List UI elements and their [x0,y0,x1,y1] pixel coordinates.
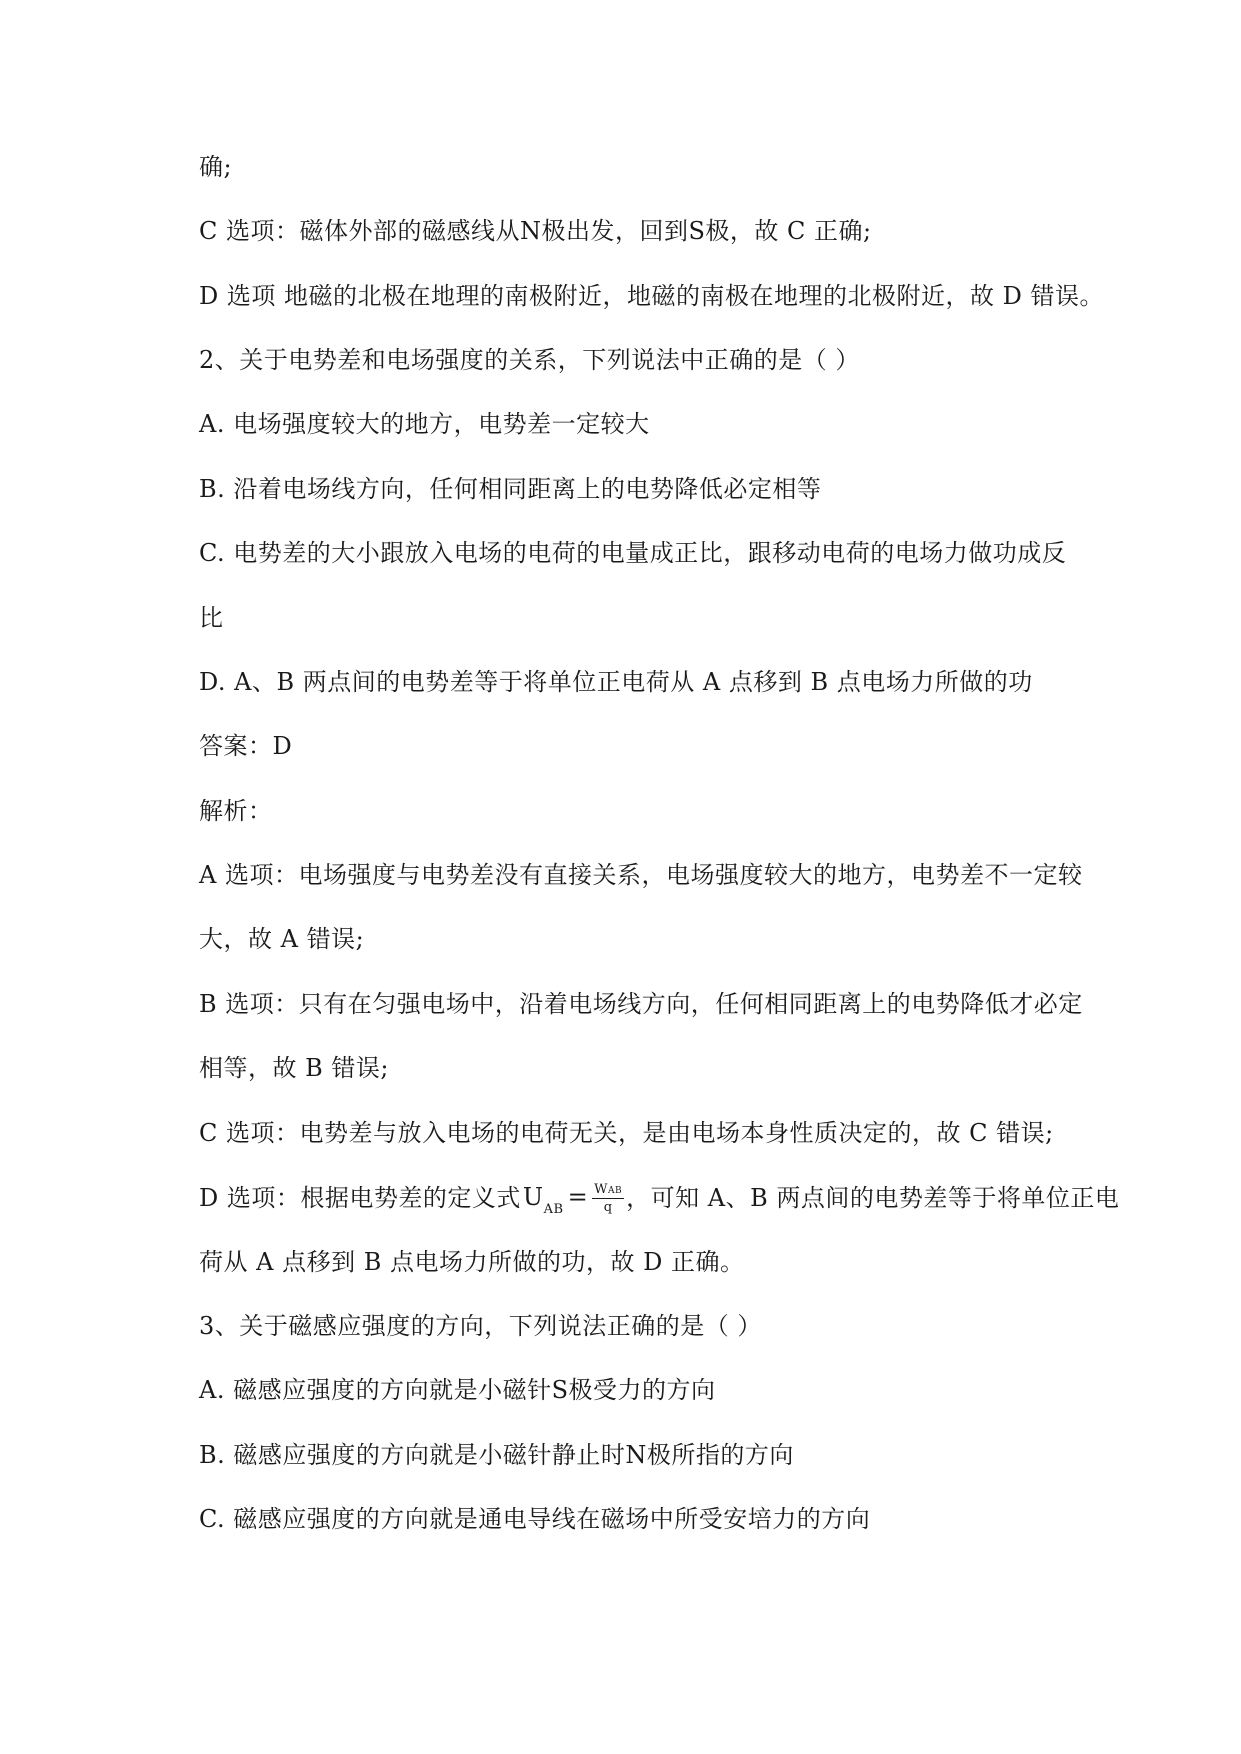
formula-prefix-text: D 选项：根据电势差的定义式 [199,1184,521,1212]
analysis-line: 大，故 A 错误; [199,925,365,953]
formula-equals: = [567,1183,589,1211]
formula-denominator: q [603,1200,613,1215]
question-2-option-c-cont: 比 [199,604,224,632]
formula-numerator [592,1183,624,1199]
formula-u: U [522,1183,544,1211]
formula-w: W [594,1182,609,1197]
formula-suffix-text: ，可知 A、B 两点间的电势差等于将单位正电 [626,1184,1120,1212]
question-3-option-c: C. 磁感应强度的方向就是通电导线在磁场中所受安培力的方向 [199,1505,871,1533]
formula-w-subscript: AB [608,1186,623,1196]
question-3-option-b: B. 磁感应强度的方向就是小磁针静止时N极所指的方向 [199,1441,794,1469]
text-line: 确; [199,153,233,181]
analysis-line: 相等，故 B 错误; [199,1054,389,1082]
question-3-stem: 3、关于磁感应强度的方向，下列说法正确的是（ ） [199,1312,762,1340]
question-2-option-d: D. A、B 两点间的电势差等于将单位正电荷从 A 点移到 B 点电场力所做的功 [199,668,1033,696]
text-line: D 选项 地磁的北极在地理的南极附近，地磁的南极在地理的北极附近，故 D 错误。 [199,282,1104,310]
analysis-line-with-formula [199,1180,1120,1219]
analysis-line: 荷从 A 点移到 B 点电场力所做的功，故 D 正确。 [199,1248,745,1276]
question-2-option-b: B. 沿着电场线方向，任何相同距离上的电势降低必定相等 [199,475,822,503]
analysis-line: B 选项：只有在匀强电场中，沿着电场线方向，任何相同距离上的电势降低才必定 [199,990,1083,1018]
question-2-option-c: C. 电势差的大小跟放入电场的电荷的电量成正比，跟移动电荷的电场力做功成反 [199,539,1067,567]
formula-fraction [592,1183,624,1214]
question-2-stem: 2、关于电势差和电场强度的关系，下列说法中正确的是（ ） [199,346,860,374]
question-2-option-a: A. 电场强度较大的地方，电势差一定较大 [199,410,650,438]
answer-line: 答案：D [199,732,293,760]
analysis-line: A 选项：电场强度与电势差没有直接关系，电场强度较大的地方，电势差不一定较 [199,861,1083,889]
question-3-option-a: A. 磁感应强度的方向就是小磁针S极受力的方向 [199,1376,716,1404]
analysis-heading: 解析： [199,797,273,825]
text-line: C 选项：磁体外部的磁感线从N极出发，回到S极，故 C 正确; [199,217,872,245]
analysis-line: C 选项：电势差与放入电场的电荷无关，是由电场本身性质决定的，故 C 错误; [199,1119,1054,1147]
potential-difference-formula [523,1180,624,1219]
formula-u-subscript: AB [543,1202,564,1217]
